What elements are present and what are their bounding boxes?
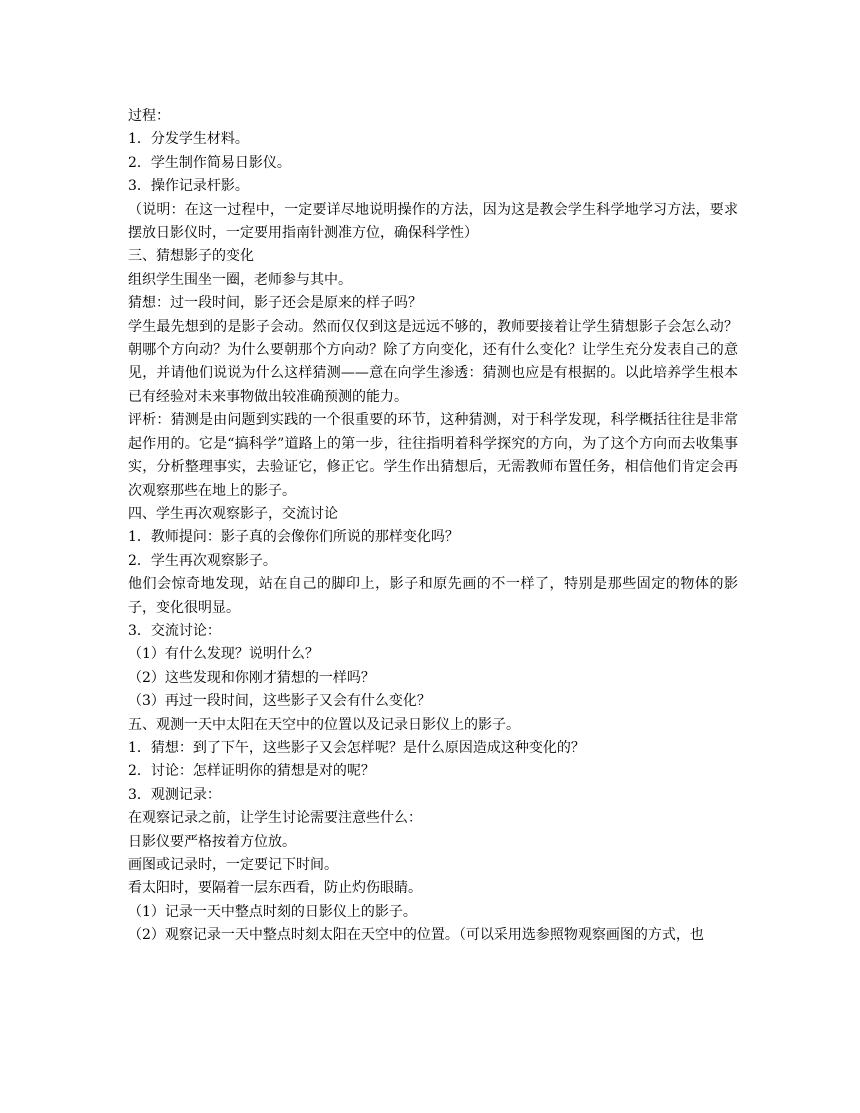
paragraph-step-1: 1．分发学生材料。 bbox=[128, 131, 249, 148]
paragraph-evaluation: 评析：猜测是由问题到实践的一个很重要的环节，这种猜测，对于科学发现，科学概括往往是非常起作用的。它是“搞科学”道路上的第一步，往往指明着科学探究的方向，为了这个方向而去收集事实，分析整理事实，去验证它，修正它。学生作出猜想后，无需教师布置任务，相信他们肯定会再次观察那些在地上的影子。 bbox=[128, 412, 738, 499]
paragraph-note-time: 画图或记录时，一定要记下时间。 bbox=[128, 857, 338, 873]
paragraph-process-heading: 过程： bbox=[128, 108, 170, 124]
paragraph-before-record: 在观察记录之前，让学生讨论需要注意些什么： bbox=[128, 810, 422, 827]
paragraph-explanation: （说明：在这一过程中，一定要详尽地说明操作的方法，因为这是教会学生科学地学习方法，要求摆放日影仪时，一定要用指南针测准方位，确保科学性） bbox=[128, 201, 738, 242]
paragraph-step-2: 2．学生制作简易日影仪。 bbox=[128, 154, 291, 171]
paragraph-question-3: （3）再过一段时间，这些影子又会有什么变化？ bbox=[128, 693, 431, 710]
paragraph-discovery: 他们会惊奇地发现，站在自己的脚印上，影子和原先画的不一样了，特别是那些固定的物体的影子，变化很明显。 bbox=[128, 576, 738, 616]
paragraph-discussion: 3．交流讨论： bbox=[128, 622, 221, 639]
section-heading-3: 三、猜想影子的变化 bbox=[128, 248, 254, 265]
paragraph-prove-discussion: 2．讨论：怎样证明你的猜想是对的呢？ bbox=[128, 763, 375, 780]
paragraph-record-heading: 3．观测记录： bbox=[128, 786, 221, 803]
paragraph-question-2: （2）这些发现和你刚才猜想的一样吗？ bbox=[128, 669, 375, 686]
paragraph-note-eyes: 看太阳时，要隔着一层东西看，防止灼伤眼睛。 bbox=[128, 880, 422, 897]
section-heading-4: 四、学生再次观察影子，交流讨论 bbox=[128, 505, 338, 522]
paragraph-step-3: 3．操作记录杆影。 bbox=[128, 178, 249, 195]
section-heading-5: 五、观测一天中太阳在天空中的位置以及记录日影仪上的影子。 bbox=[128, 716, 520, 733]
document-body bbox=[128, 105, 738, 948]
paragraph-question-1: （1）有什么发现？说明什么？ bbox=[128, 646, 319, 663]
paragraph-observe-again: 2．学生再次观察影子。 bbox=[128, 552, 277, 569]
paragraph-note-direction: 日影仪要严格按着方位放。 bbox=[128, 833, 296, 850]
paragraph-organize: 组织学生围坐一圈，老师参与其中。 bbox=[128, 271, 352, 288]
paragraph-record-sun: （2）观察记录一天中整点时刻太阳在天空中的位置。（可以采用选参照物观察画图的方式，也 bbox=[128, 927, 704, 944]
paragraph-student-guess: 学生最先想到的是影子会动。然而仅仅到这是远远不够的，教师要接着让学生猜想影子会怎么动？朝哪个方向动？为什么要朝那个方向动？除了方向变化，还有什么变化？让学生充分发表自己的意见，并请他们说说为什么这样猜测——意在向学生渗透：猜测也应是有根据的。以此培养学生根本已有经验对未来事物做出较准确预测的能力。 bbox=[128, 318, 738, 405]
paragraph-teacher-question: 1．教师提问：影子真的会像你们所说的那样变化吗？ bbox=[128, 529, 459, 546]
paragraph-afternoon-guess: 1．猜想：到了下午，这些影子又会怎样呢？是什么原因造成这种变化的？ bbox=[128, 739, 585, 756]
paragraph-guess: 猜想：过一段时间，影子还会是原来的样子吗？ bbox=[128, 295, 422, 312]
paragraph-record-shadow: （1）记录一天中整点时刻的日影仪上的影子。 bbox=[128, 903, 417, 920]
